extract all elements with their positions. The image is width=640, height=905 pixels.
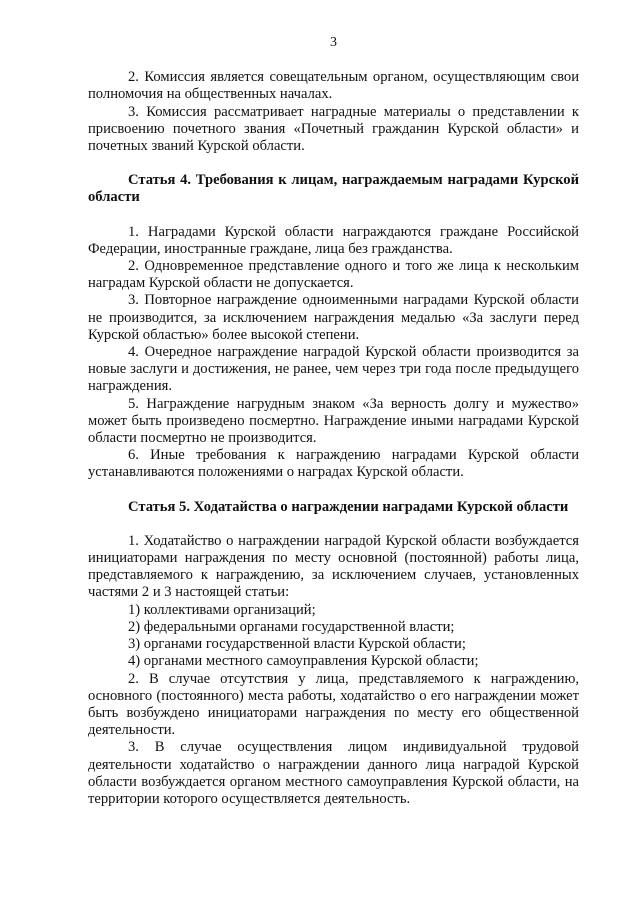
list-item: 3) органами государственной власти Курской области; bbox=[128, 636, 466, 653]
paragraph: 2. Комиссия является совещательным органом, осуществляющим свои полномочия на общественных началах. bbox=[88, 69, 579, 103]
list-item: 1) коллективами организаций; bbox=[128, 601, 316, 618]
list-item: 4) органами местного самоуправления Курской области; bbox=[128, 653, 479, 670]
paragraph: 4. Очередное награждение наградой Курской области производится за новые заслуги и достижения, не ранее, чем через три года после предыдущего награждения. bbox=[88, 344, 579, 395]
article-5-heading: Статья 5. Ходатайства о награждении наградами Курской области bbox=[128, 498, 569, 515]
list-item: 2) федеральными органами государственной власти; bbox=[128, 618, 455, 635]
document-page bbox=[88, 34, 579, 808]
article-4-heading: Статья 4. Требования к лицам, награждаемым наградами Курской области bbox=[88, 172, 579, 206]
paragraph: 3. Комиссия рассматривает наградные материалы о представлении к присвоению почетного звания «Почетный гражданин Курской области» и почетных званий Курской области. bbox=[88, 103, 579, 155]
page-number: 3 bbox=[330, 35, 337, 50]
paragraph: 1. Наградами Курской области награждаются граждане Российской Федерации, иностранные граждане, лица без гражданства. bbox=[88, 223, 579, 257]
paragraph: 2. В случае отсутствия у лица, представляемого к награждению, основного (постоянного) места работы, ходатайство о его награждении может быть возбуждено инициаторами награждения по месту его общественной деятельности. bbox=[88, 670, 579, 739]
paragraph: 5. Награждение нагрудным знаком «За верность долгу и мужество» может быть произведено посмертно. Награждение иными наградами Курской области посмертно не производится. bbox=[88, 395, 579, 447]
paragraph: 1. Ходатайство о награждении наградой Курской области возбуждается инициаторами награждения по месту основной (постоянной) работы лица, представляемого к награждению, за исключением случаев, установленных частями 2 и 3 настоящей статьи: bbox=[88, 532, 579, 601]
paragraph: 3. В случае осуществления лицом индивидуальной трудовой деятельности ходатайство о награждении данного лица наградой Курской области возбуждается органом местного самоуправления Курской области, на территории которого осуществляется деятельность. bbox=[88, 739, 579, 807]
paragraph: 3. Повторное награждение одноименными наградами Курской области не производится, за исключением награждения медалью «За заслуги перед Курской областью» более высокой степени. bbox=[88, 292, 579, 343]
paragraph: 6. Иные требования к награждению наградами Курской области устанавливаются положениями о наградах Курской области. bbox=[88, 447, 579, 481]
paragraph: 2. Одновременное представление одного и того же лица к нескольким наградам Курской области не допускается. bbox=[88, 258, 579, 292]
